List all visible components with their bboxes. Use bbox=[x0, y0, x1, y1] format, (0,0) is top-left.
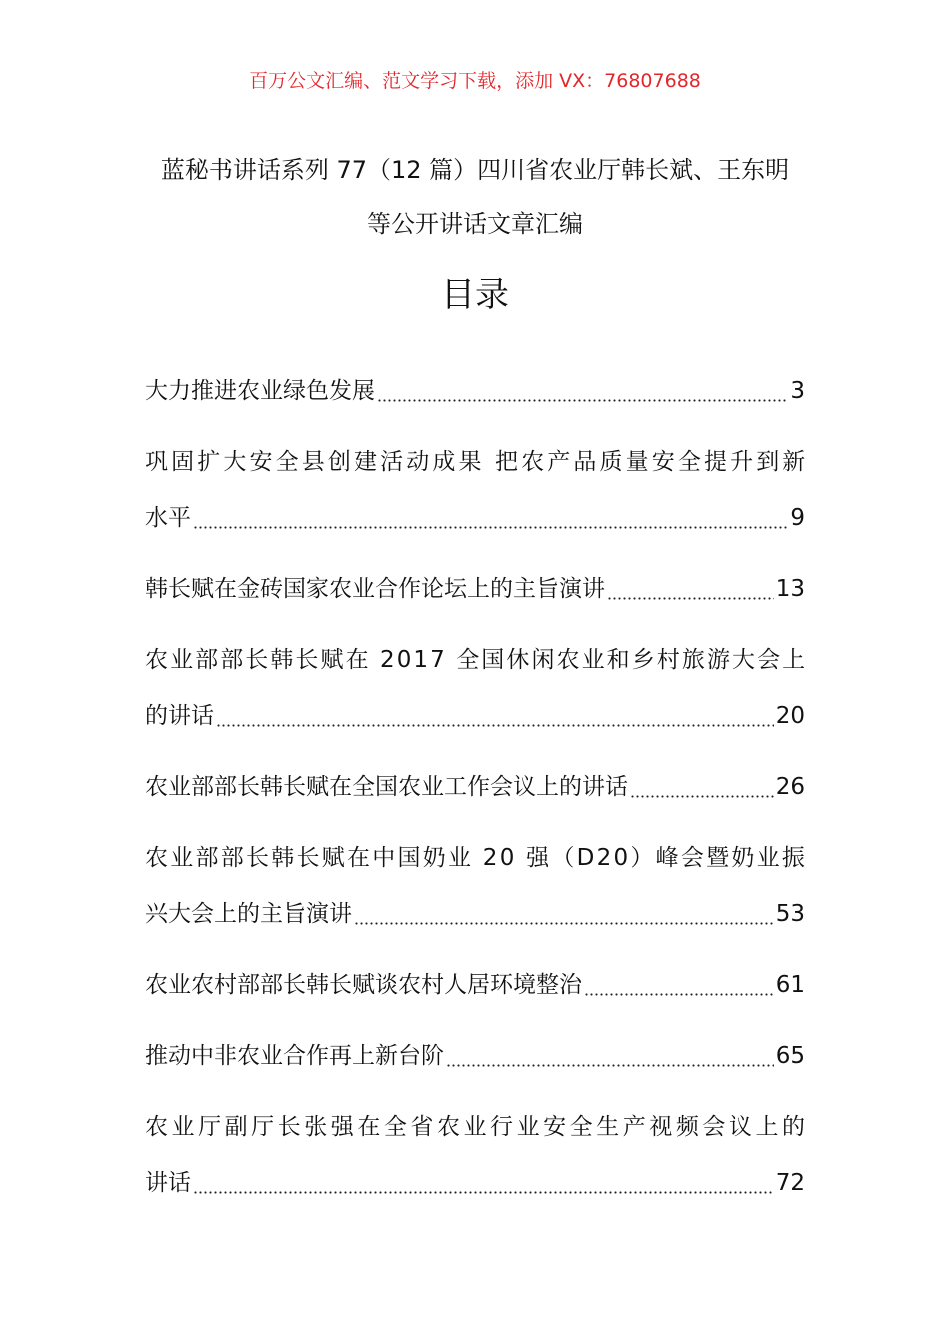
toc-entry-title: 农业农村部部长韩长赋谈农村人居环境整治 bbox=[145, 972, 582, 998]
toc-entry-title: 大力推进农业绿色发展 bbox=[145, 378, 375, 404]
table-of-contents bbox=[145, 363, 809, 1226]
dot-leader bbox=[446, 1064, 774, 1067]
toc-entry-title: 农业厅副厅长张强在全省农业行业安全生产视频会议上的 bbox=[145, 1114, 809, 1140]
toc-entry[interactable] bbox=[145, 759, 805, 815]
toc-page-number: 13 bbox=[775, 576, 805, 602]
dot-leader bbox=[216, 724, 774, 727]
toc-page-number: 3 bbox=[790, 378, 805, 404]
dot-leader bbox=[193, 1191, 774, 1194]
toc-page-number: 53 bbox=[775, 901, 805, 927]
dot-leader bbox=[607, 597, 774, 600]
toc-entry-title: 韩长赋在金砖国家农业合作论坛上的主旨演讲 bbox=[145, 576, 605, 602]
toc-entry[interactable] bbox=[145, 434, 809, 546]
toc-entry-title: 农业部部长韩长赋在全国农业工作会议上的讲话 bbox=[145, 774, 628, 800]
title-line: 蓝秘书讲话系列 77（12 篇）四川省农业厅韩长斌、王东明 bbox=[160, 156, 790, 184]
toc-entry-title: 水平 bbox=[145, 505, 191, 531]
toc-page-number: 26 bbox=[775, 774, 805, 800]
toc-page-number: 72 bbox=[775, 1170, 805, 1196]
toc-entry-title: 巩固扩大安全县创建活动成果 把农产品质量安全提升到新 bbox=[145, 449, 809, 475]
toc-page-number: 61 bbox=[775, 972, 805, 998]
toc-entry-title: 农业部部长韩长赋在 2017 全国休闲农业和乡村旅游大会上 bbox=[145, 647, 808, 673]
watermark-header: 百万公文汇编、范文学习下载，添加 VX：76807688 bbox=[249, 70, 701, 92]
document-title bbox=[140, 143, 810, 251]
dot-leader bbox=[193, 526, 788, 529]
toc-entry[interactable] bbox=[145, 957, 805, 1013]
toc-entry-title: 推动中非农业合作再上新台阶 bbox=[145, 1043, 444, 1069]
toc-entry[interactable] bbox=[145, 632, 808, 744]
toc-page-number: 65 bbox=[775, 1043, 805, 1069]
toc-entry[interactable] bbox=[145, 561, 805, 617]
toc-entry[interactable] bbox=[145, 1099, 809, 1211]
toc-heading: 目录 bbox=[441, 275, 509, 315]
dot-leader bbox=[354, 922, 774, 925]
toc-entry-title: 的讲话 bbox=[145, 703, 214, 729]
toc-entry[interactable] bbox=[145, 1028, 805, 1084]
title-line: 等公开讲话文章汇编 bbox=[367, 210, 583, 238]
toc-entry-title: 农业部部长韩长赋在中国奶业 20 强（D20）峰会暨奶业振 bbox=[145, 845, 808, 871]
dot-leader bbox=[377, 399, 788, 402]
toc-entry-title: 讲话 bbox=[145, 1170, 191, 1196]
toc-entry[interactable] bbox=[145, 830, 808, 942]
toc-entry[interactable] bbox=[145, 363, 805, 419]
dot-leader bbox=[584, 993, 774, 996]
toc-page-number: 20 bbox=[775, 703, 805, 729]
toc-page-number: 9 bbox=[790, 505, 805, 531]
dot-leader bbox=[630, 795, 774, 798]
toc-entry-title: 兴大会上的主旨演讲 bbox=[145, 901, 352, 927]
